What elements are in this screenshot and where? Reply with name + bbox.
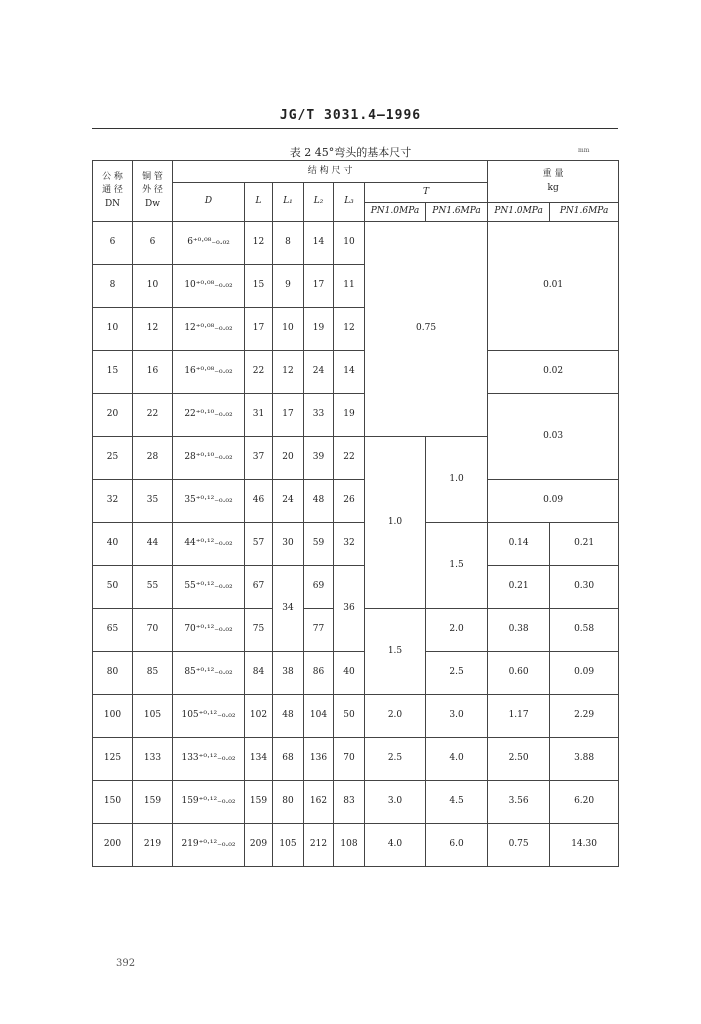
table-row — [93, 824, 619, 867]
cell-T10-merged: 1.5 — [365, 609, 426, 695]
cell-L: 17 — [245, 308, 273, 351]
cell-T16: 6.0 — [426, 824, 488, 867]
cell-L3: 14 — [334, 351, 365, 394]
cell-W-pn10: 0.60 — [488, 652, 550, 695]
cell-dw: 12 — [133, 308, 173, 351]
cell-dw: 105 — [133, 695, 173, 738]
cell-L1: 12 — [273, 351, 304, 394]
cell-dw: 6 — [133, 222, 173, 265]
cell-L1: 17 — [273, 394, 304, 437]
cell-L2: 19 — [304, 308, 334, 351]
cell-L1: 105 — [273, 824, 304, 867]
cell-D: 159⁺⁰·¹²₋₀.₀₂ — [173, 781, 245, 824]
cell-dn: 10 — [93, 308, 133, 351]
header-T: T — [365, 183, 488, 203]
cell-W-merged: 0.02 — [488, 351, 619, 394]
table-row — [93, 394, 619, 437]
cell-L2: 69 — [304, 566, 334, 609]
cell-L2: 136 — [304, 738, 334, 781]
cell-W-pn10: 0.38 — [488, 609, 550, 652]
cell-L3: 22 — [334, 437, 365, 480]
cell-dw: 85 — [133, 652, 173, 695]
cell-T10: 4.0 — [365, 824, 426, 867]
cell-W-merged: 0.03 — [488, 394, 619, 480]
cell-L1: 68 — [273, 738, 304, 781]
header-L2: L₂ — [304, 183, 334, 222]
cell-dn: 125 — [93, 738, 133, 781]
dimension-table — [92, 160, 619, 867]
cell-L3: 19 — [334, 394, 365, 437]
cell-D: 10⁺⁰·⁰⁸₋₀.₀₂ — [173, 265, 245, 308]
cell-dw: 22 — [133, 394, 173, 437]
cell-T10: 2.5 — [365, 738, 426, 781]
cell-L: 67 — [245, 566, 273, 609]
cell-L3: 70 — [334, 738, 365, 781]
cell-T16: 3.0 — [426, 695, 488, 738]
cell-D: 6⁺⁰·⁰⁸₋₀.₀₂ — [173, 222, 245, 265]
cell-L1: 20 — [273, 437, 304, 480]
cell-W-pn10: 0.21 — [488, 566, 550, 609]
cell-L3: 40 — [334, 652, 365, 695]
unit-note: mm — [578, 147, 590, 154]
cell-W-merged: 0.01 — [488, 222, 619, 351]
cell-W-pn10: 0.14 — [488, 523, 550, 566]
cell-L3: 83 — [334, 781, 365, 824]
cell-L: 84 — [245, 652, 273, 695]
cell-dn: 20 — [93, 394, 133, 437]
cell-dw: 133 — [133, 738, 173, 781]
cell-L: 31 — [245, 394, 273, 437]
cell-D: 133⁺⁰·¹²₋₀.₀₂ — [173, 738, 245, 781]
cell-D: 12⁺⁰·⁰⁸₋₀.₀₂ — [173, 308, 245, 351]
cell-T10: 2.0 — [365, 695, 426, 738]
cell-dw: 10 — [133, 265, 173, 308]
cell-L1-merged: 34 — [273, 566, 304, 652]
cell-D: 16⁺⁰·⁰⁸₋₀.₀₂ — [173, 351, 245, 394]
cell-dw: 159 — [133, 781, 173, 824]
cell-L1: 48 — [273, 695, 304, 738]
cell-L2: 33 — [304, 394, 334, 437]
cell-L: 12 — [245, 222, 273, 265]
cell-L: 159 — [245, 781, 273, 824]
cell-L2: 104 — [304, 695, 334, 738]
cell-T16: 2.0 — [426, 609, 488, 652]
cell-dn: 150 — [93, 781, 133, 824]
header-L1: L₁ — [273, 183, 304, 222]
cell-W-pn16: 6.20 — [550, 781, 619, 824]
header-L3: L₃ — [334, 183, 365, 222]
header-T-pn10: PN1.0MPa — [365, 203, 426, 222]
table-row — [93, 738, 619, 781]
cell-L: 15 — [245, 265, 273, 308]
cell-L3: 26 — [334, 480, 365, 523]
cell-dn: 6 — [93, 222, 133, 265]
cell-L: 46 — [245, 480, 273, 523]
cell-D: 44⁺⁰·¹²₋₀.₀₂ — [173, 523, 245, 566]
header-W-pn16: PN1.6MPa — [550, 203, 619, 222]
header-L: L — [245, 183, 273, 222]
cell-W-pn16: 0.58 — [550, 609, 619, 652]
cell-L3: 12 — [334, 308, 365, 351]
cell-L1: 10 — [273, 308, 304, 351]
cell-D: 22⁺⁰·¹⁰₋₀.₀₂ — [173, 394, 245, 437]
header-D: D — [173, 183, 245, 222]
cell-L: 37 — [245, 437, 273, 480]
header-T-pn16: PN1.6MPa — [426, 203, 488, 222]
cell-L3: 11 — [334, 265, 365, 308]
cell-W-pn16: 3.88 — [550, 738, 619, 781]
cell-T16-merged: 1.5 — [426, 523, 488, 609]
table-row — [93, 695, 619, 738]
cell-dw: 70 — [133, 609, 173, 652]
cell-W-pn16: 14.30 — [550, 824, 619, 867]
header-dn: 公 称 通 径 DN — [93, 161, 133, 222]
cell-T16: 4.0 — [426, 738, 488, 781]
cell-L2: 24 — [304, 351, 334, 394]
cell-dn: 25 — [93, 437, 133, 480]
cell-W-merged: 0.09 — [488, 480, 619, 523]
cell-L: 22 — [245, 351, 273, 394]
cell-T16: 2.5 — [426, 652, 488, 695]
header-dw: 铜 管 外 径 Dw — [133, 161, 173, 222]
cell-dn: 200 — [93, 824, 133, 867]
cell-L1: 30 — [273, 523, 304, 566]
cell-D: 105⁺⁰·¹²₋₀.₀₂ — [173, 695, 245, 738]
cell-L2: 17 — [304, 265, 334, 308]
cell-dn: 50 — [93, 566, 133, 609]
cell-D: 55⁺⁰·¹²₋₀.₀₂ — [173, 566, 245, 609]
cell-T10: 3.0 — [365, 781, 426, 824]
cell-dw: 55 — [133, 566, 173, 609]
cell-T16: 4.5 — [426, 781, 488, 824]
cell-T10-merged: 1.0 — [365, 437, 426, 609]
page-number: 392 — [116, 958, 136, 969]
table-row — [93, 351, 619, 394]
standard-code: JG/T 3031.4—1996 — [279, 108, 422, 123]
header-W-pn10: PN1.0MPa — [488, 203, 550, 222]
cell-dw: 28 — [133, 437, 173, 480]
cell-dn: 15 — [93, 351, 133, 394]
cell-W-pn10: 1.17 — [488, 695, 550, 738]
cell-W-pn16: 0.30 — [550, 566, 619, 609]
cell-L2: 39 — [304, 437, 334, 480]
header-weight: 重 量 kg — [488, 161, 619, 203]
cell-dw: 16 — [133, 351, 173, 394]
table-row — [93, 781, 619, 824]
cell-L: 134 — [245, 738, 273, 781]
cell-D: 70⁺⁰·¹²₋₀.₀₂ — [173, 609, 245, 652]
cell-L2: 212 — [304, 824, 334, 867]
header-rule — [92, 128, 618, 129]
cell-dn: 80 — [93, 652, 133, 695]
cell-D: 28⁺⁰·¹⁰₋₀.₀₂ — [173, 437, 245, 480]
cell-W-pn16: 0.09 — [550, 652, 619, 695]
cell-L: 102 — [245, 695, 273, 738]
cell-T-merged: 0.75 — [365, 222, 488, 437]
table-row — [93, 523, 619, 566]
cell-D: 219⁺⁰·¹²₋₀.₀₂ — [173, 824, 245, 867]
cell-L: 209 — [245, 824, 273, 867]
cell-dw: 35 — [133, 480, 173, 523]
cell-dw: 219 — [133, 824, 173, 867]
cell-L2: 86 — [304, 652, 334, 695]
cell-L3: 32 — [334, 523, 365, 566]
cell-W-pn10: 0.75 — [488, 824, 550, 867]
cell-L: 75 — [245, 609, 273, 652]
cell-dn: 32 — [93, 480, 133, 523]
table-row — [93, 222, 619, 265]
cell-L2: 59 — [304, 523, 334, 566]
cell-L3-merged: 36 — [334, 566, 365, 652]
cell-L1: 38 — [273, 652, 304, 695]
cell-W-pn10: 3.56 — [488, 781, 550, 824]
cell-dn: 40 — [93, 523, 133, 566]
cell-L3: 50 — [334, 695, 365, 738]
cell-L1: 80 — [273, 781, 304, 824]
cell-D: 35⁺⁰·¹²₋₀.₀₂ — [173, 480, 245, 523]
cell-L2: 162 — [304, 781, 334, 824]
cell-L2: 77 — [304, 609, 334, 652]
table-title: 表 2 45°弯头的基本尺寸 — [289, 146, 412, 159]
cell-W-pn16: 2.29 — [550, 695, 619, 738]
cell-L1: 9 — [273, 265, 304, 308]
cell-dn: 100 — [93, 695, 133, 738]
header-structure: 结 构 尺 寸 — [173, 161, 488, 183]
cell-L2: 48 — [304, 480, 334, 523]
cell-L3: 10 — [334, 222, 365, 265]
cell-L1: 24 — [273, 480, 304, 523]
table-row — [93, 652, 619, 695]
cell-W-pn16: 0.21 — [550, 523, 619, 566]
cell-D: 85⁺⁰·¹²₋₀.₀₂ — [173, 652, 245, 695]
cell-dn: 65 — [93, 609, 133, 652]
cell-L: 57 — [245, 523, 273, 566]
cell-L1: 8 — [273, 222, 304, 265]
cell-T16-merged: 1.0 — [426, 437, 488, 523]
cell-dw: 44 — [133, 523, 173, 566]
cell-dn: 8 — [93, 265, 133, 308]
cell-L3: 108 — [334, 824, 365, 867]
cell-L2: 14 — [304, 222, 334, 265]
table-row — [93, 566, 619, 609]
cell-W-pn10: 2.50 — [488, 738, 550, 781]
table-row — [93, 480, 619, 523]
